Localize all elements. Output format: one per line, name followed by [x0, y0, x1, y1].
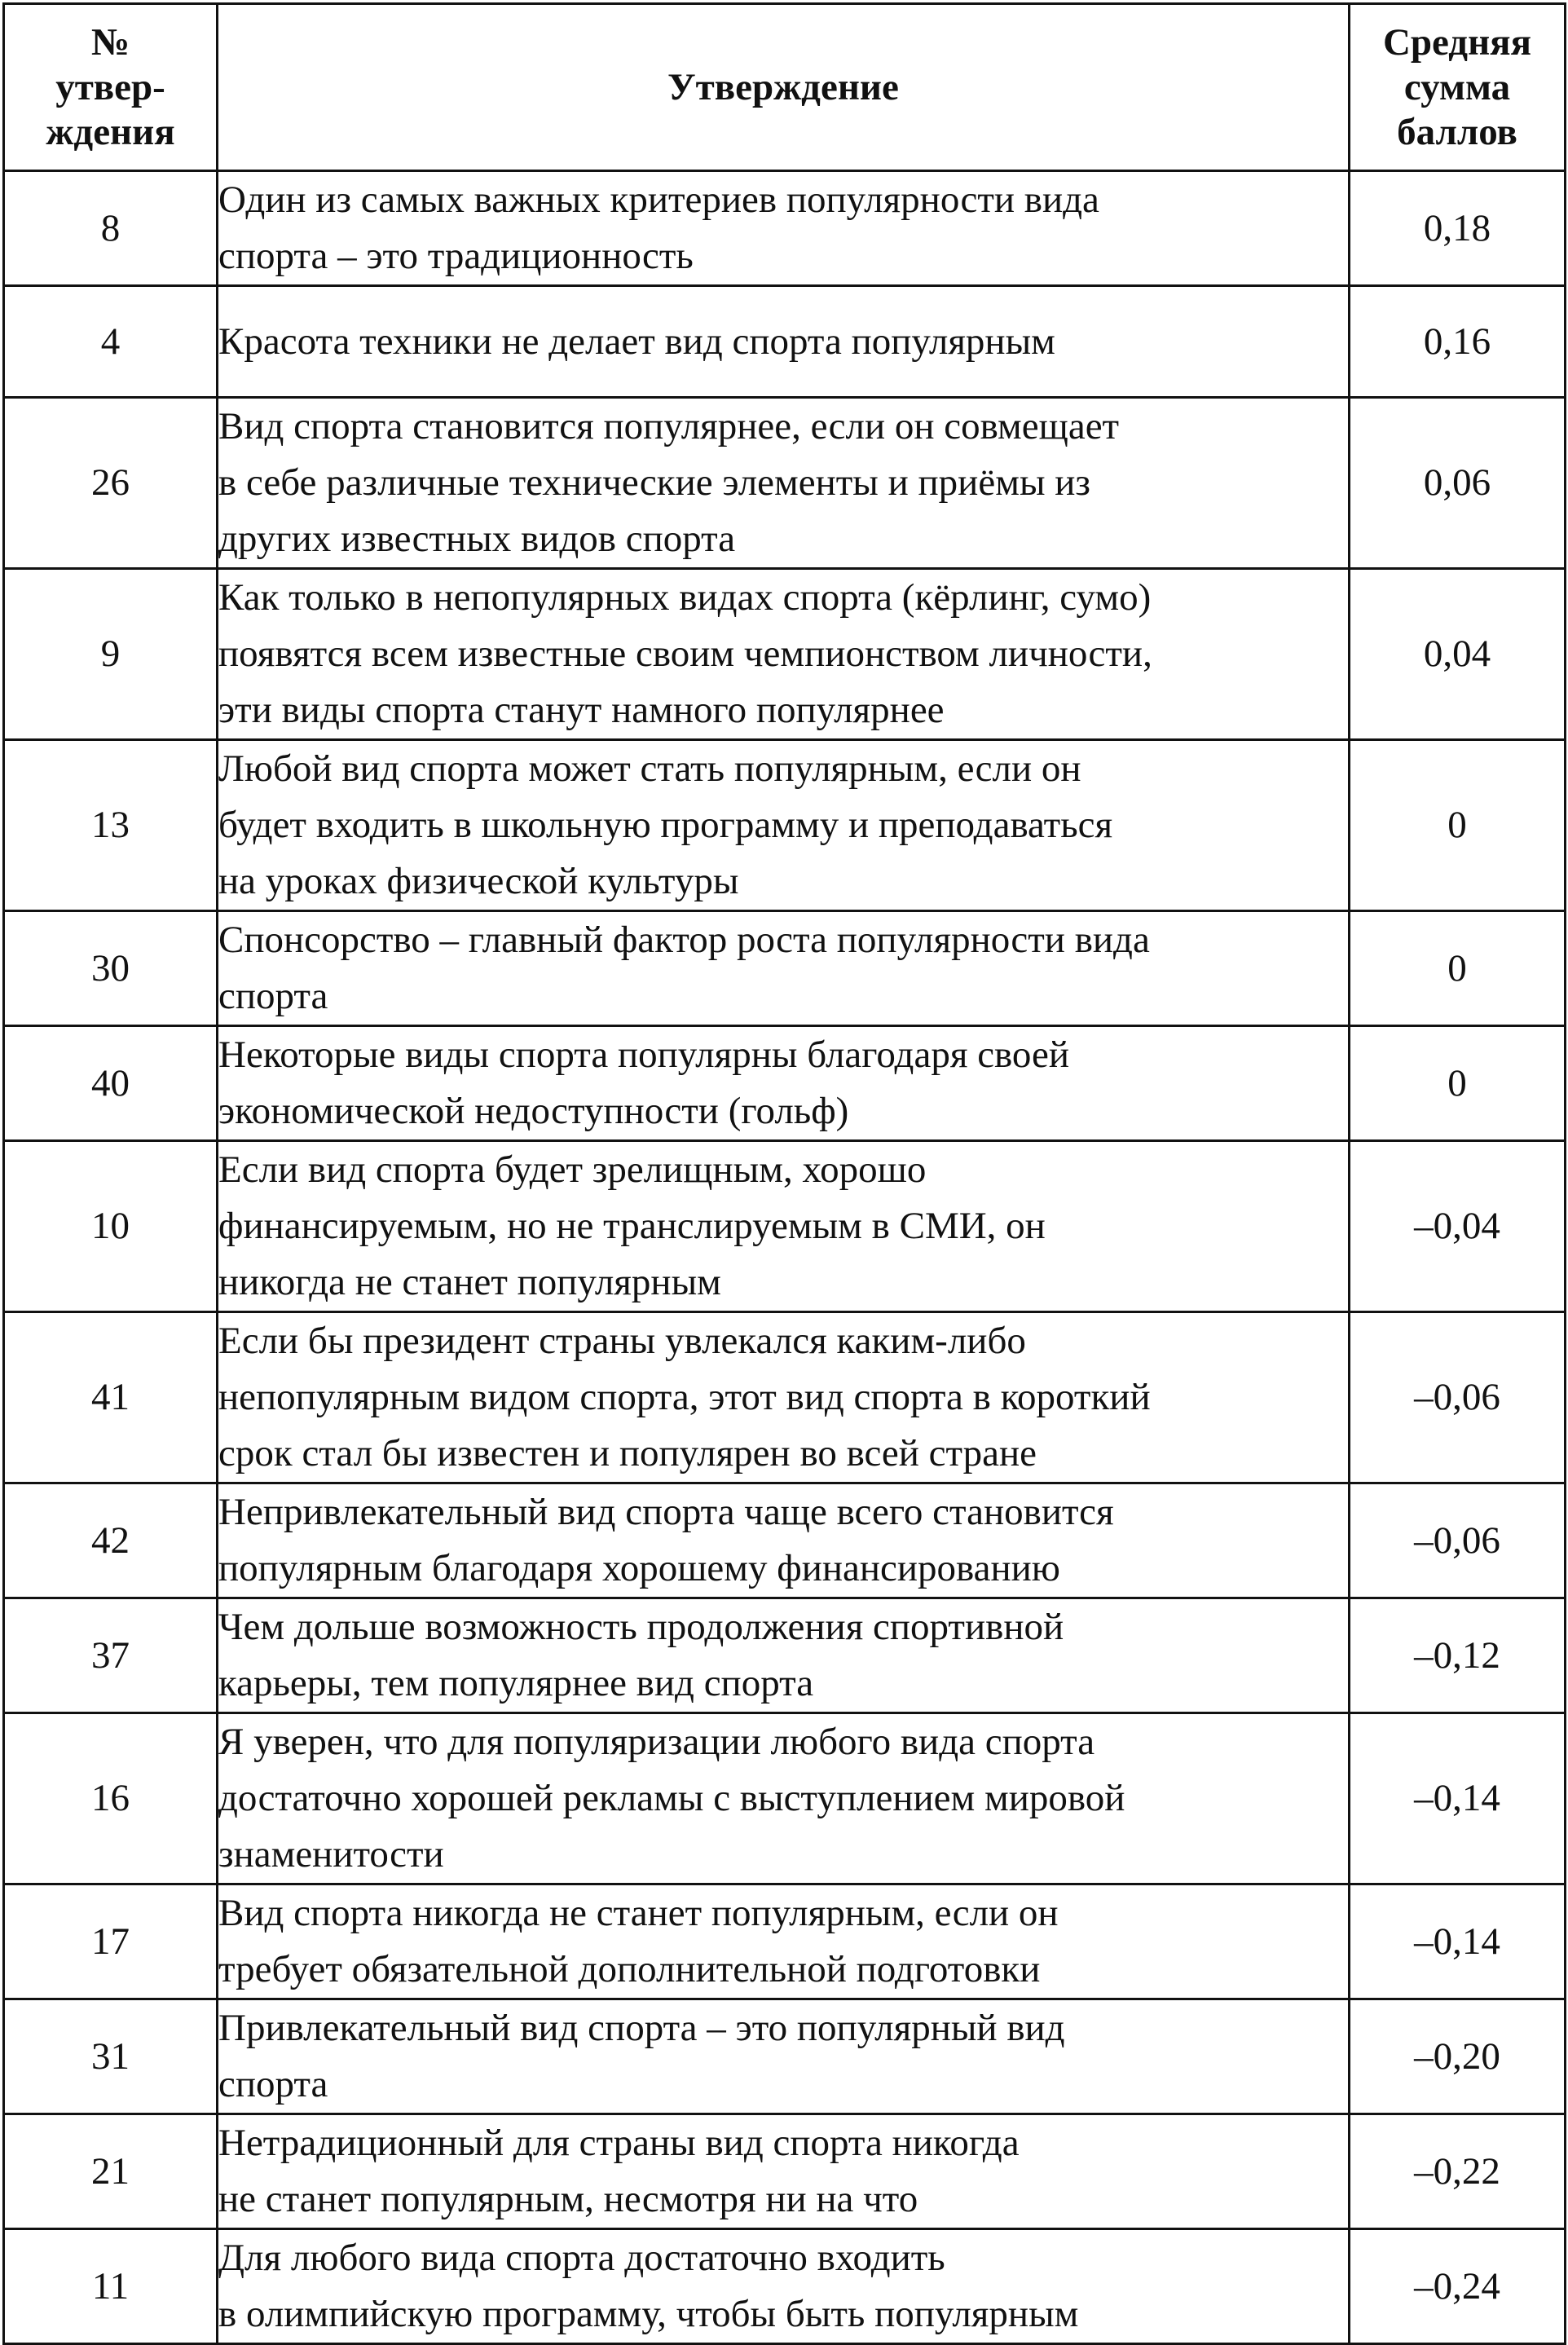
statement-line: популярным благодаря хорошему финансированию: [218, 1547, 1060, 1589]
statement-line: карьеры, тем популярнее вид спорта: [218, 1662, 814, 1704]
average-score: –0,06: [1350, 1312, 1566, 1483]
average-score: –0,20: [1350, 1999, 1566, 2114]
average-score: 0,18: [1350, 171, 1566, 286]
statement-line: Нетрадиционный для страны вид спорта никогда: [218, 2122, 1020, 2164]
statement-line: Если бы президент страны увлекался каким-либо: [218, 1320, 1026, 1362]
average-score: 0: [1350, 740, 1566, 911]
average-score: 0,06: [1350, 398, 1566, 569]
average-score: –0,14: [1350, 1713, 1566, 1884]
statements-table: [2, 2, 1566, 2345]
statement-line: знаменитости: [218, 1833, 444, 1876]
table-row: [4, 740, 1566, 911]
statement-line: достаточно хорошей рекламы с выступлением мировой: [218, 1777, 1125, 1819]
table-row: [4, 1483, 1566, 1598]
average-score: 0,04: [1350, 569, 1566, 740]
header-score-line: сумма: [1403, 65, 1511, 108]
table-row: [4, 398, 1566, 569]
table-row: [4, 1598, 1566, 1713]
table-row: [4, 1312, 1566, 1483]
statement-number: 8: [4, 171, 218, 286]
statement-text: [218, 1312, 1350, 1483]
statement-text: [218, 1026, 1350, 1141]
statement-line: срок стал бы известен и популярен во всей стране: [218, 1432, 1037, 1474]
statement-text: [218, 740, 1350, 911]
statement-line: Если вид спорта будет зрелищным, хорошо: [218, 1148, 927, 1191]
statement-text: [218, 286, 1350, 398]
average-score: –0,04: [1350, 1141, 1566, 1312]
average-score: –0,24: [1350, 2229, 1566, 2344]
statement-line: Привлекательный вид спорта – это популярный вид: [218, 2007, 1065, 2049]
average-score: 0: [1350, 1026, 1566, 1141]
statement-number: 26: [4, 398, 218, 569]
statement-line: будет входить в школьную программу и преподаваться: [218, 804, 1113, 846]
statement-line: появятся всем известные своим чемпионством личности,: [218, 633, 1152, 675]
statement-text: [218, 1483, 1350, 1598]
table-row: [4, 286, 1566, 398]
table-row: [4, 1141, 1566, 1312]
statement-text: [218, 1598, 1350, 1713]
table-row: [4, 1884, 1566, 1999]
statement-number: 13: [4, 740, 218, 911]
statement-number: 17: [4, 1884, 218, 1999]
statement-text: [218, 1713, 1350, 1884]
header-average-score: [1350, 4, 1566, 171]
statement-text: [218, 398, 1350, 569]
table-header: [4, 4, 1566, 171]
statement-line: Непривлекательный вид спорта чаще всего становится: [218, 1491, 1114, 1533]
table-row: [4, 2229, 1566, 2344]
table-row: [4, 569, 1566, 740]
statement-text: [218, 2229, 1350, 2344]
statement-number: 31: [4, 1999, 218, 2114]
statement-text: [218, 1999, 1350, 2114]
statement-line: в себе различные технические элементы и приёмы из: [218, 461, 1090, 504]
header-row: [4, 4, 1566, 171]
statement-line: спорта: [218, 975, 328, 1017]
statement-text: [218, 171, 1350, 286]
statement-number: 4: [4, 286, 218, 398]
statement-line: Красота техники не делает вид спорта популярным: [218, 320, 1055, 363]
statement-number: 16: [4, 1713, 218, 1884]
statement-text: [218, 569, 1350, 740]
average-score: –0,22: [1350, 2114, 1566, 2229]
statement-line: Некоторые виды спорта популярны благодаря своей: [218, 1034, 1070, 1076]
statement-text: [218, 1884, 1350, 1999]
statement-line: Любой вид спорта может стать популярным, если он: [218, 747, 1081, 790]
statement-text: [218, 1141, 1350, 1312]
statement-line: Как только в непопулярных видах спорта (кёрлинг, сумо): [218, 576, 1152, 619]
table-row: [4, 1713, 1566, 1884]
header-number-line: ждения: [46, 110, 175, 153]
table-row: [4, 1999, 1566, 2114]
statement-line: Чем дольше возможность продолжения спортивной: [218, 1606, 1064, 1648]
statement-number: 30: [4, 911, 218, 1026]
statement-number: 9: [4, 569, 218, 740]
statement-text: [218, 2114, 1350, 2229]
header-number-line: утвер-: [55, 65, 165, 108]
statement-line: Я уверен, что для популяризации любого вида спорта: [218, 1721, 1095, 1763]
average-score: –0,12: [1350, 1598, 1566, 1713]
statement-line: в олимпийскую программу, чтобы быть популярным: [218, 2293, 1079, 2335]
statement-line: экономической недоступности (гольф): [218, 1090, 849, 1132]
header-statement-number: [4, 4, 218, 171]
statement-number: 21: [4, 2114, 218, 2229]
statement-line: Для любого вида спорта достаточно входить: [218, 2237, 945, 2279]
statement-number: 10: [4, 1141, 218, 1312]
statement-line: требует обязательной дополнительной подготовки: [218, 1948, 1041, 1990]
average-score: 0,16: [1350, 286, 1566, 398]
table-body: [4, 171, 1566, 2344]
statement-line: непопулярным видом спорта, этот вид спорта в короткий: [218, 1376, 1151, 1418]
statement-line: Вид спорта никогда не станет популярным, если он: [218, 1892, 1059, 1934]
header-number-line: №: [90, 20, 130, 64]
average-score: –0,06: [1350, 1483, 1566, 1598]
table-row: [4, 2114, 1566, 2229]
statement-line: эти виды спорта станут намного популярнее: [218, 689, 945, 731]
statement-line: на уроках физической культуры: [218, 860, 739, 902]
table-row: [4, 911, 1566, 1026]
statement-line: финансируемым, но не транслируемым в СМИ, он: [218, 1205, 1046, 1247]
statement-text: [218, 911, 1350, 1026]
header-score-line: Средняя: [1382, 20, 1532, 64]
statement-line: никогда не станет популярным: [218, 1261, 721, 1303]
statement-line: Один из самых важных критериев популярности вида: [218, 179, 1099, 221]
statement-line: спорта – это традиционность: [218, 235, 694, 277]
header-score-line: баллов: [1397, 110, 1517, 153]
average-score: –0,14: [1350, 1884, 1566, 1999]
average-score: 0: [1350, 911, 1566, 1026]
statement-number: 41: [4, 1312, 218, 1483]
table-row: [4, 1026, 1566, 1141]
statement-number: 40: [4, 1026, 218, 1141]
statement-line: не станет популярным, несмотря ни на что: [218, 2178, 918, 2220]
statement-number: 11: [4, 2229, 218, 2344]
statement-line: других известных видов спорта: [218, 518, 736, 560]
statement-line: спорта: [218, 2063, 328, 2105]
statement-line: Спонсорство – главный фактор роста популярности вида: [218, 919, 1150, 961]
header-statement: Утверждение: [218, 4, 1350, 171]
table-row: [4, 171, 1566, 286]
statement-line: Вид спорта становится популярнее, если он совмещает: [218, 405, 1120, 447]
statement-number: 37: [4, 1598, 218, 1713]
statement-number: 42: [4, 1483, 218, 1598]
